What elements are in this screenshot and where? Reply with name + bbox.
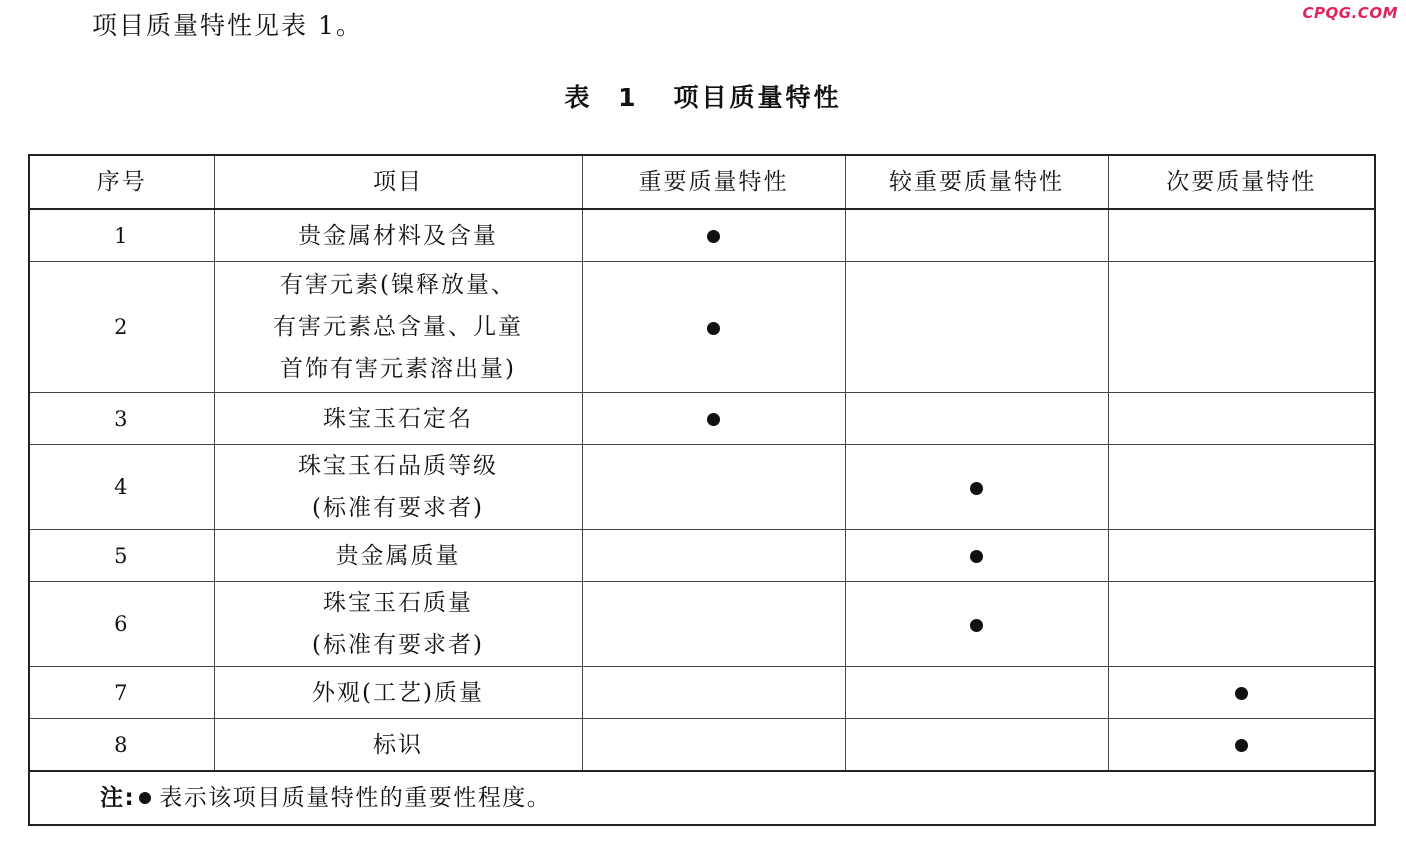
- row-item-line: 外观(工艺)质量: [312, 679, 484, 706]
- mark-dot-icon: [1235, 687, 1248, 700]
- row-important-cell: [582, 445, 845, 530]
- mark-dot-icon: [707, 322, 720, 335]
- table-row: [29, 209, 1375, 262]
- row-item-line: 珠宝玉石品质等级: [298, 453, 498, 479]
- table-row: [29, 393, 1375, 445]
- row-important-cell: [582, 209, 845, 262]
- row-minor-cell: [1108, 667, 1375, 719]
- row-important-cell: [582, 393, 845, 445]
- table-header-row: [29, 155, 1375, 209]
- table-row: [29, 530, 1375, 582]
- mark-dot-icon: [1235, 739, 1248, 752]
- table-caption-title: 项目质量特性: [673, 83, 842, 112]
- header-important: 重要质量特性: [582, 155, 845, 209]
- row-important-cell: [582, 262, 845, 393]
- table-note: [29, 771, 1375, 825]
- row-fairly-important-cell: [845, 445, 1108, 530]
- row-item-cell: [214, 582, 582, 667]
- row-item-cell: [214, 262, 582, 393]
- row-minor-cell: [1108, 719, 1375, 772]
- row-item-line: 贵金属质量: [335, 542, 461, 569]
- row-item-line: 有害元素总含量、儿童: [273, 314, 523, 340]
- row-item-line: (标准有要求者): [312, 495, 484, 521]
- table-caption-number: 表 1: [564, 83, 646, 112]
- row-item-line: 珠宝玉石定名: [323, 405, 473, 432]
- table-body: [29, 209, 1375, 771]
- row-seq-cell: 2: [29, 262, 214, 393]
- row-item-line: 标识: [373, 731, 423, 758]
- row-fairly-important-cell: [845, 393, 1108, 445]
- row-item-cell: [214, 719, 582, 772]
- row-seq-cell: 1: [29, 209, 214, 262]
- mark-dot-icon: [970, 550, 983, 563]
- mark-dot-icon: [707, 230, 720, 243]
- table-row: [29, 667, 1375, 719]
- row-seq-cell: 7: [29, 667, 214, 719]
- row-important-cell: [582, 719, 845, 772]
- row-seq-cell: 4: [29, 445, 214, 530]
- row-minor-cell: [1108, 393, 1375, 445]
- row-important-cell: [582, 667, 845, 719]
- row-item-cell: [214, 667, 582, 719]
- row-minor-cell: [1108, 530, 1375, 582]
- quality-characteristics-table: [28, 154, 1376, 826]
- row-important-cell: [582, 530, 845, 582]
- table-note-row: [29, 771, 1375, 825]
- row-seq-cell: 3: [29, 393, 214, 445]
- note-label: 注:: [100, 785, 136, 811]
- row-seq-cell: 8: [29, 719, 214, 772]
- row-minor-cell: [1108, 445, 1375, 530]
- mark-dot-icon: [970, 619, 983, 632]
- row-seq-cell: 6: [29, 582, 214, 667]
- row-fairly-important-cell: [845, 262, 1108, 393]
- row-item-cell: [214, 393, 582, 445]
- row-item-cell: [214, 530, 582, 582]
- table-row: [29, 582, 1375, 667]
- row-item-cell: [214, 445, 582, 530]
- row-fairly-important-cell: [845, 719, 1108, 772]
- row-minor-cell: [1108, 582, 1375, 667]
- mark-dot-icon: [707, 413, 720, 426]
- row-fairly-important-cell: [845, 582, 1108, 667]
- header-minor: 次要质量特性: [1108, 155, 1375, 209]
- header-seq: 序号: [29, 155, 214, 209]
- row-item-line: (标准有要求者): [312, 632, 484, 658]
- table-row: [29, 445, 1375, 530]
- row-minor-cell: [1108, 209, 1375, 262]
- row-fairly-important-cell: [845, 530, 1108, 582]
- table-row: [29, 262, 1375, 393]
- header-item: 项目: [214, 155, 582, 209]
- row-minor-cell: [1108, 262, 1375, 393]
- row-fairly-important-cell: [845, 667, 1108, 719]
- row-item-line: 珠宝玉石质量: [323, 590, 473, 616]
- intro-text: 项目质量特性见表 1。: [92, 11, 363, 40]
- row-item-line: 贵金属材料及含量: [298, 222, 498, 249]
- table-caption: [0, 78, 1406, 118]
- row-fairly-important-cell: [845, 209, 1108, 262]
- row-item-line: 有害元素(镍释放量、: [280, 272, 516, 298]
- watermark-logo: CPQG.COM: [1302, 4, 1398, 22]
- table-row: [29, 719, 1375, 772]
- note-text: 表示该项目质量特性的重要性程度。: [159, 785, 552, 811]
- row-important-cell: [582, 582, 845, 667]
- header-fairly-important: 较重要质量特性: [845, 155, 1108, 209]
- row-item-cell: [214, 209, 582, 262]
- row-seq-cell: 5: [29, 530, 214, 582]
- row-item-line: 首饰有害元素溶出量): [280, 356, 516, 382]
- mark-dot-icon: [970, 482, 983, 495]
- note-dot-icon: [139, 792, 151, 804]
